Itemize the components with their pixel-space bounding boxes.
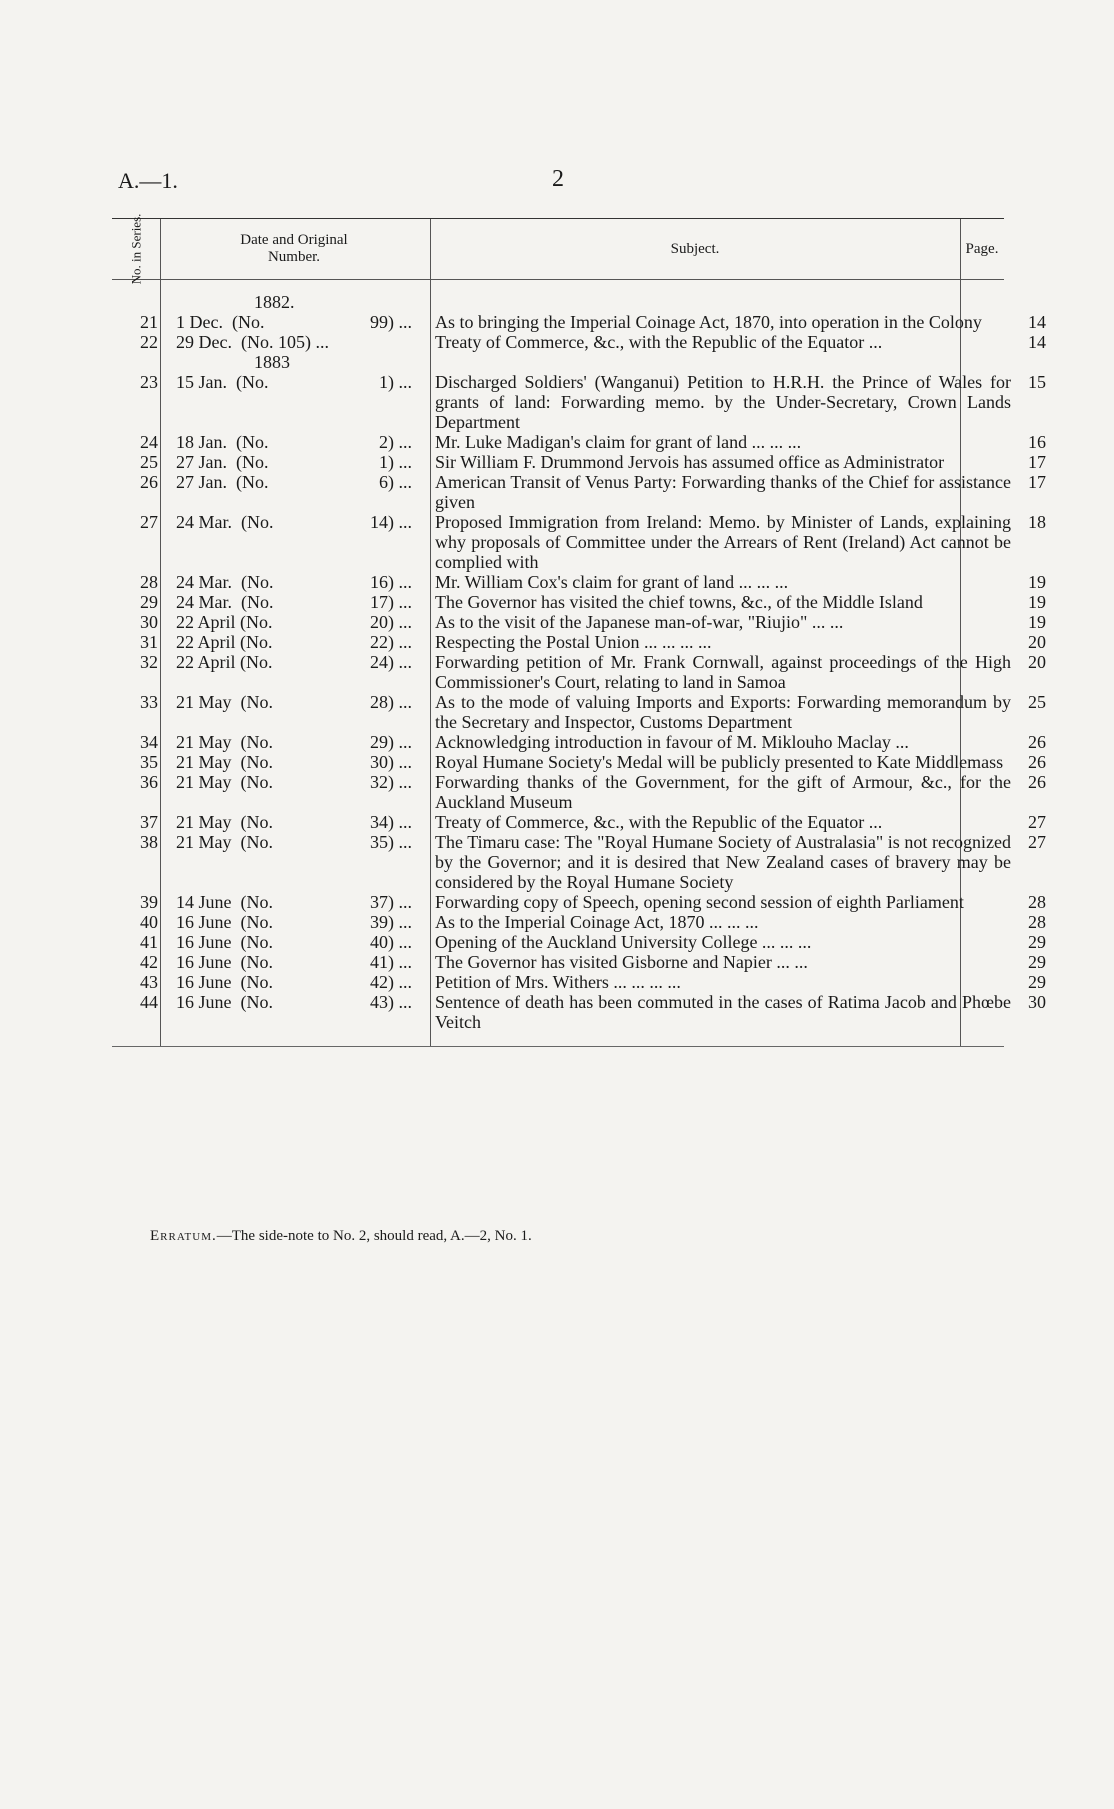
table-row [112, 932, 1046, 952]
subject-text: Royal Humane Society's Medal will be publicly presented to Kate Middlemass [435, 752, 1004, 772]
series-number: 24 [140, 432, 158, 452]
subject-text: Forwarding thanks of the Government, for the gift of Armour, &c., for the Auckland Museum [435, 772, 1011, 812]
table-row [112, 992, 1046, 1032]
table-row [112, 612, 1046, 632]
page-ref-cell: 29 [1028, 952, 1046, 972]
table-row [112, 592, 1046, 612]
subject-text: The Governor has visited the chief towns, &c., of the Middle Island [435, 592, 923, 612]
date-original-number: 18 Jan. (No. [176, 432, 269, 452]
subject-text: Petition of Mrs. Withers ... ... ... ... [435, 972, 681, 992]
erratum-note [150, 1228, 532, 1245]
series-number: 41 [140, 932, 158, 952]
subject-text: Discharged Soldiers' (Wanganui) Petition to H.R.H. the Prince of Wales for grants of land: Forwarding memo. by the Under-Secretary, Crown Lands Department [435, 372, 1011, 432]
contents-table [112, 213, 1046, 1047]
subject-text: Forwarding petition of Mr. Frank Cornwall, against proceedings of the High Commissioner's Court, relating to land in Samoa [435, 652, 1011, 692]
erratum-text: —The side-note to No. 2, should read, A.—2, No. 1. [216, 1228, 532, 1244]
original-number-suffix: 42) ... [370, 972, 412, 992]
series-number: 38 [140, 832, 158, 852]
original-number-suffix: 14) ... [370, 512, 412, 532]
subject-text: Treaty of Commerce, &c., with the Republic of the Equator ... [435, 812, 883, 832]
series-number: 37 [140, 812, 158, 832]
subject-text: Sir William F. Drummond Jervois has assumed office as Administrator [435, 452, 945, 472]
series-number: 25 [140, 452, 158, 472]
original-number-suffix: 1) ... [379, 372, 412, 392]
table-row [112, 732, 1046, 752]
original-number-suffix [356, 332, 420, 352]
date-original-number: 16 June (No. [176, 912, 273, 932]
table-row [112, 652, 1046, 692]
page-ref-cell: 17 [1028, 472, 1046, 492]
date-original-number: 16 June (No. [176, 932, 273, 952]
page-ref-cell: 19 [1028, 592, 1046, 612]
erratum-label: Erratum. [150, 1228, 217, 1244]
page-ref-cell: 14 [1028, 312, 1046, 332]
table-row [112, 752, 1046, 772]
page-ref-cell: 30 [1028, 992, 1046, 1012]
original-number-suffix: 34) ... [370, 812, 412, 832]
col-header-subject: Subject. [670, 240, 720, 257]
page-ref-cell: 29 [1028, 972, 1046, 992]
original-number-suffix: 40) ... [370, 932, 412, 952]
table-header [112, 213, 1004, 285]
series-number: 22 [140, 332, 158, 352]
page-ref-cell: 27 [1028, 812, 1046, 832]
year-heading [112, 352, 1004, 372]
original-number-suffix: 99) ... [370, 312, 412, 332]
subject-text: The Timaru case: The "Royal Humane Society of Australasia" is not recognized by the Governor; and it is desired that New Zealand cases of bravery may be considered by the Royal Humane Society [435, 832, 1011, 892]
year-label: 1882. [254, 292, 295, 312]
table-row [112, 972, 1046, 992]
page-ref-cell: 19 [1028, 612, 1046, 632]
subject-text: Acknowledging introduction in favour of M. Miklouho Maclay ... [435, 732, 909, 752]
original-number-suffix: 16) ... [370, 572, 412, 592]
subject-text: Proposed Immigration from Ireland: Memo. by Minister of Lands, explaining why proposals of Committee under the Arrears of Rent (Ireland) Act cannot be complied with [435, 512, 1011, 572]
series-number: 30 [140, 612, 158, 632]
original-number-suffix: 35) ... [370, 832, 412, 852]
date-original-number: 16 June (No. [176, 992, 273, 1012]
series-number: 40 [140, 912, 158, 932]
col-header-number: No. in Series. [128, 213, 143, 285]
original-number-suffix: 43) ... [370, 992, 412, 1012]
series-number: 26 [140, 472, 158, 492]
page-ref-cell: 26 [1028, 752, 1046, 772]
date-original-number: 16 June (No. [176, 972, 273, 992]
subject-text: As to the visit of the Japanese man-of-war, "Riujio" ... ... [435, 612, 844, 632]
date-original-number: 27 Jan. (No. [176, 452, 269, 472]
table-row [112, 472, 1046, 512]
date-original-number: 22 April (No. [176, 612, 273, 632]
series-number: 29 [140, 592, 158, 612]
table-row [112, 632, 1046, 652]
page-reference: A.—1. [118, 168, 178, 193]
page-number: 2 [552, 166, 564, 192]
date-original-number: 24 Mar. (No. [176, 572, 274, 592]
page-ref-cell: 16 [1028, 432, 1046, 452]
table-row [112, 372, 1046, 432]
page-ref-cell: 19 [1028, 572, 1046, 592]
table-row [112, 432, 1046, 452]
original-number-suffix: 6) ... [379, 472, 412, 492]
table-row [112, 772, 1046, 812]
table-row [112, 572, 1046, 592]
subject-text: As to bringing the Imperial Coinage Act, 1870, into operation in the Colony [435, 312, 982, 332]
page-ref-cell: 28 [1028, 912, 1046, 932]
table-row [112, 512, 1046, 572]
subject-text: Opening of the Auckland University College ... ... ... [435, 932, 812, 952]
page-ref-cell: 17 [1028, 452, 1046, 472]
table-row [112, 692, 1046, 732]
date-original-number: 21 May (No. [176, 732, 273, 752]
date-original-number: 27 Jan. (No. [176, 472, 269, 492]
original-number-suffix: 20) ... [370, 612, 412, 632]
original-number-suffix: 37) ... [370, 892, 412, 912]
subject-text: As to the Imperial Coinage Act, 1870 ... ... ... [435, 912, 759, 932]
date-original-number: 21 May (No. [176, 772, 273, 792]
date-original-number: 22 April (No. [176, 652, 273, 672]
year-label: 1883 [254, 352, 290, 372]
table-row [112, 912, 1046, 932]
page-ref-cell: 29 [1028, 932, 1046, 952]
subject-text: Respecting the Postal Union ... ... ... ... [435, 632, 712, 652]
subject-text: Sentence of death has been commuted in the cases of Ratima Jacob and Phœbe Veitch [435, 992, 1011, 1032]
table-row [112, 312, 1046, 332]
table-row [112, 952, 1046, 972]
table-row [112, 332, 1046, 352]
original-number-suffix: 1) ... [379, 452, 412, 472]
original-number-suffix: 22) ... [370, 632, 412, 652]
series-number: 23 [140, 372, 158, 392]
date-original-number: 24 Mar. (No. [176, 512, 274, 532]
page-ref-cell: 25 [1028, 692, 1046, 712]
page-ref-cell: 14 [1028, 332, 1046, 352]
subject-text: The Governor has visited Gisborne and Napier ... ... [435, 952, 808, 972]
table-row [112, 832, 1046, 892]
page-ref-cell: 27 [1028, 832, 1046, 852]
subject-text: Forwarding copy of Speech, opening second session of eighth Parliament [435, 892, 964, 912]
series-number: 21 [140, 312, 158, 332]
table-body [112, 280, 1046, 1047]
date-original-number: 16 June (No. [176, 952, 273, 972]
original-number-suffix: 24) ... [370, 652, 412, 672]
page-ref-cell: 26 [1028, 772, 1046, 792]
page-ref-cell: 28 [1028, 892, 1046, 912]
date-original-number: 21 May (No. [176, 832, 273, 852]
subject-text: As to the mode of valuing Imports and Exports: Forwarding memorandum by the Secretary and Inspector, Customs Department [435, 692, 1011, 732]
original-number-suffix: 39) ... [370, 912, 412, 932]
page-ref-cell: 18 [1028, 512, 1046, 532]
series-number: 32 [140, 652, 158, 672]
series-number: 31 [140, 632, 158, 652]
date-original-number: 21 May (No. [176, 812, 273, 832]
page-ref-cell: 15 [1028, 372, 1046, 392]
original-number-suffix: 30) ... [370, 752, 412, 772]
col-header-date: Date and Original Number. [240, 232, 348, 265]
date-original-number: 22 April (No. [176, 632, 273, 652]
series-number: 27 [140, 512, 158, 532]
original-number-suffix: 32) ... [370, 772, 412, 792]
subject-text: Mr. Luke Madigan's claim for grant of land ... ... ... [435, 432, 802, 452]
date-original-number: 29 Dec. (No. 105) ... [176, 332, 329, 352]
subject-text: Treaty of Commerce, &c., with the Republic of the Equator ... [435, 332, 883, 352]
col-header-page: Page. [965, 240, 999, 257]
series-number: 43 [140, 972, 158, 992]
original-number-suffix: 28) ... [370, 692, 412, 712]
series-number: 36 [140, 772, 158, 792]
original-number-suffix: 41) ... [370, 952, 412, 972]
series-number: 39 [140, 892, 158, 912]
year-heading [112, 292, 1004, 312]
page-ref-cell: 26 [1028, 732, 1046, 752]
subject-text: Mr. William Cox's claim for grant of land ... ... ... [435, 572, 789, 592]
original-number-suffix: 17) ... [370, 592, 412, 612]
subject-text: American Transit of Venus Party: Forwarding thanks of the Chief for assistance given [435, 472, 1011, 512]
original-number-suffix: 2) ... [379, 432, 412, 452]
table-row [112, 452, 1046, 472]
table-row [112, 812, 1046, 832]
date-original-number: 15 Jan. (No. [176, 372, 269, 392]
series-number: 33 [140, 692, 158, 712]
date-original-number: 24 Mar. (No. [176, 592, 274, 612]
table-row [112, 892, 1046, 912]
series-number: 35 [140, 752, 158, 772]
series-number: 28 [140, 572, 158, 592]
original-number-suffix: 29) ... [370, 732, 412, 752]
page-ref-cell: 20 [1028, 652, 1046, 672]
series-number: 34 [140, 732, 158, 752]
date-original-number: 14 June (No. [176, 892, 273, 912]
series-number: 42 [140, 952, 158, 972]
series-number: 44 [140, 992, 158, 1012]
date-original-number: 21 May (No. [176, 692, 273, 712]
date-original-number: 21 May (No. [176, 752, 273, 772]
date-original-number: 1 Dec. (No. [176, 312, 265, 332]
page-ref-cell: 20 [1028, 632, 1046, 652]
